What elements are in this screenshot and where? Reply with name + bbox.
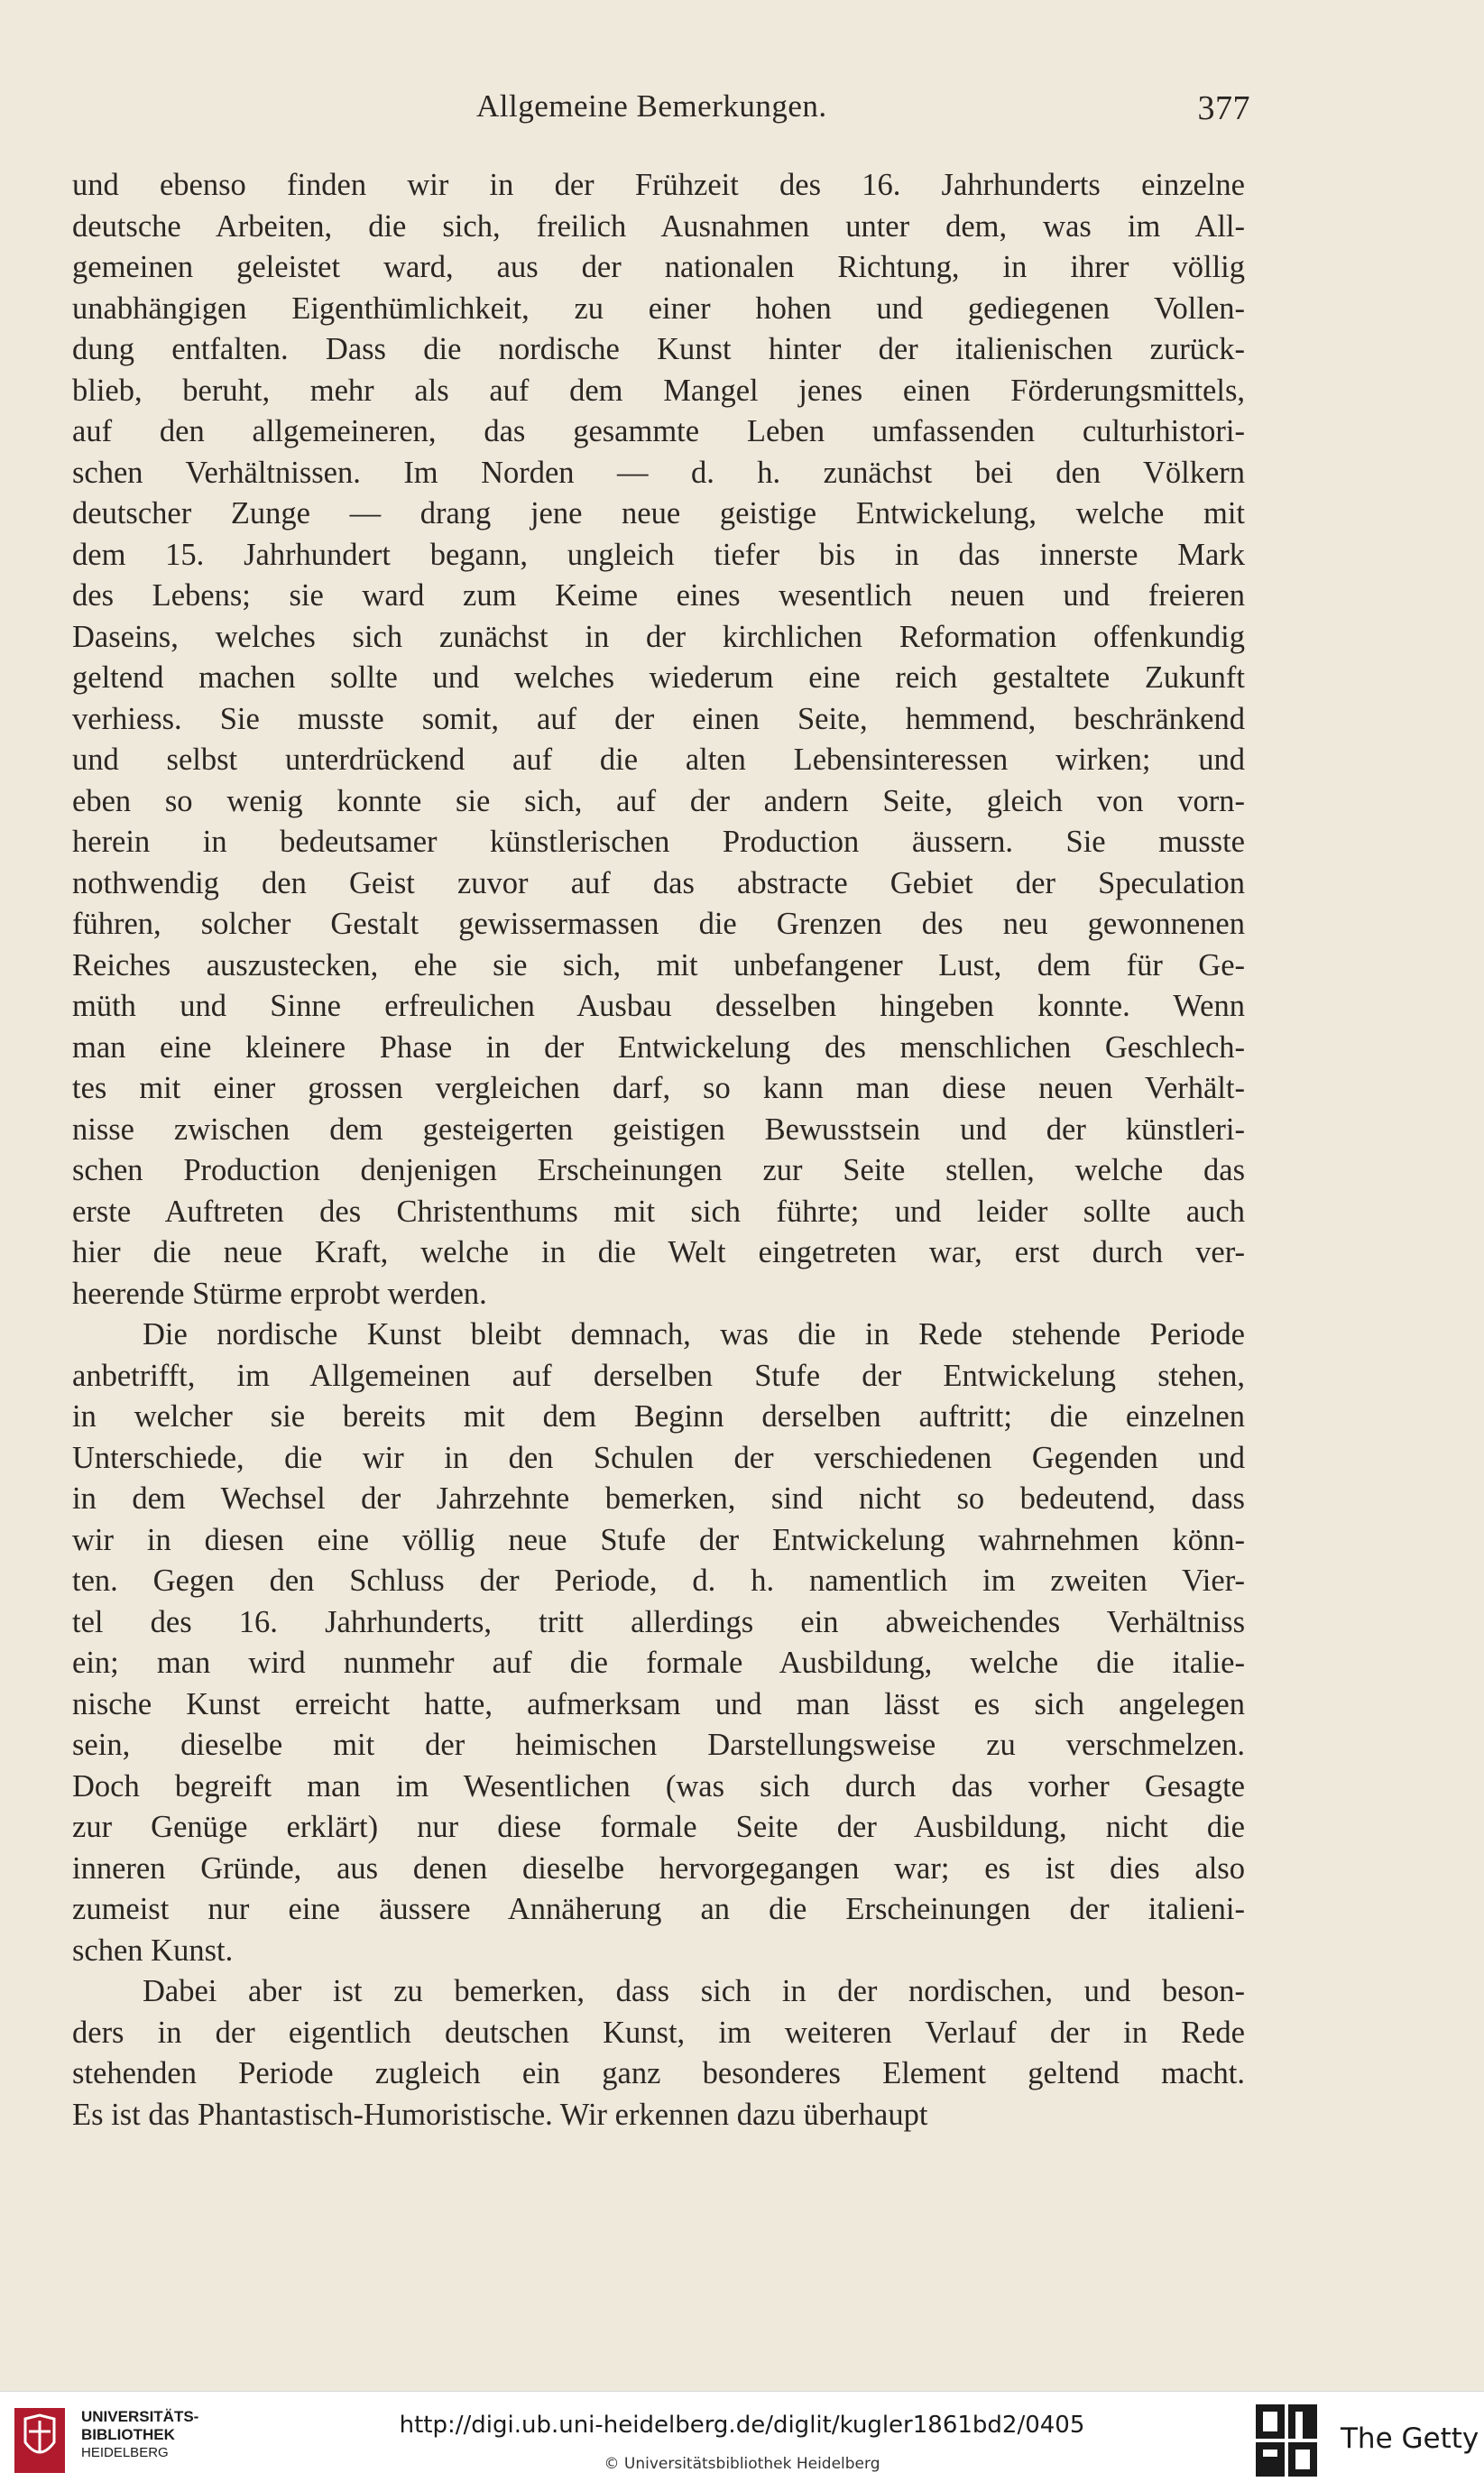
text-line: auf den allgemeineren, das gesammte Leben umfassenden culturhistori- <box>72 414 1245 448</box>
text-line: zur Genüge erklärt) nur diese formale Seite der Ausbildung, nicht die <box>72 1810 1245 1844</box>
text-line: Daseins, welches sich zunächst in der kirchlichen Reformation offenkundig <box>72 619 1245 654</box>
text-line: gemeinen geleistet ward, aus der nationalen Richtung, in ihrer völlig <box>72 250 1245 284</box>
text-line: ten. Gegen den Schluss der Periode, d. h. namentlich im zweiten Vier- <box>72 1564 1245 1598</box>
text-line: des Lebens; sie ward zum Keime eines wesentlich neuen und freieren <box>72 578 1245 613</box>
text-line: tel des 16. Jahrhunderts, tritt allerdings ein abweichendes Verhältniss <box>72 1604 1245 1639</box>
text-line: Dabei aber ist zu bemerken, dass sich in der nordischen, und beson- <box>143 1974 1245 2008</box>
text-line: Es ist das Phantastisch-Humoristische. Wir erkennen dazu überhaupt <box>72 2097 928 2132</box>
sponsor-name: The Getty <box>1341 2422 1479 2455</box>
text-line: inneren Gründe, aus denen dieselbe hervorgegangen war; es ist dies also <box>72 1850 1245 1886</box>
text-line: ein; man wird nunmehr auf die formale Ausbildung, welche die italie- <box>72 1646 1245 1680</box>
text-line: deutscher Zunge — drang jene neue geistige Entwickelung, welche mit <box>72 496 1245 530</box>
library-name-line-3: HEIDELBERG <box>81 2445 169 2460</box>
text-line: Unterschiede, die wir in den Schulen der verschiedenen Gegenden und <box>72 1440 1245 1475</box>
text-line: in welcher sie bereits mit dem Beginn derselben auftritt; die einzelnen <box>72 1399 1245 1434</box>
text-line: herein in bedeutsamer künstlerischen Production äussern. Sie musste <box>72 825 1245 859</box>
paragraph <box>72 1315 1245 1971</box>
text-line: nisse zwischen dem gesteigerten geistigen Bewusstsein und der künstleri- <box>72 1112 1245 1147</box>
text-line: wir in diesen eine völlig neue Stufe der Entwickelung wahrnehmen könn- <box>72 1522 1245 1557</box>
text-line: schen Production denjenigen Erscheinungen zur Seite stellen, welche das <box>72 1153 1245 1187</box>
paragraph <box>72 165 1245 1315</box>
text-line: und selbst unterdrückend auf die alten Lebensinteressen wirken; und <box>72 743 1245 777</box>
text-line: nische Kunst erreicht hatte, aufmerksam und man lässt es sich angelegen <box>72 1686 1245 1721</box>
text-line: blieb, beruht, mehr als auf dem Mangel jenes einen Förderungsmittels, <box>72 373 1245 408</box>
text-line: anbetrifft, im Allgemeinen auf derselben Stufe der Entwickelung stehen, <box>72 1358 1245 1393</box>
footer <box>0 2391 1484 2491</box>
permalink-url[interactable]: http://digi.ub.uni-heidelberg.de/diglit/kugler1861bd2/0405 <box>399 2412 1085 2439</box>
text-line: ders in der eigentlich deutschen Kunst, im weiteren Verlauf der in Rede <box>72 2015 1245 2050</box>
text-line: sein, dieselbe mit der heimischen Darstellungsweise zu verschmelzen. <box>72 1728 1245 1762</box>
text-line: dung entfalten. Dass die nordische Kunst hinter der italienischen zurück- <box>72 332 1245 366</box>
text-line: müth und Sinne erfreulichen Ausbau desselben hingeben konnte. Wenn <box>72 989 1245 1023</box>
text-line: zumeist nur eine äussere Annäherung an die Erscheinungen der italieni- <box>72 1892 1245 1926</box>
text-line: hier die neue Kraft, welche in die Welt eingetreten war, erst durch ver- <box>72 1235 1245 1269</box>
text-line: heerende Stürme erprobt werden. <box>72 1276 487 1311</box>
running-head-title: Allgemeine Bemerkungen. <box>476 88 827 124</box>
library-name-line-2: BIBLIOTHEK <box>81 2426 175 2443</box>
text-line: man eine kleinere Phase in der Entwickelung des menschlichen Geschlech- <box>72 1029 1245 1065</box>
text-line: Die nordische Kunst bleibt demnach, was die in Rede stehende Periode <box>143 1317 1245 1352</box>
getty-logo-icon <box>1254 2403 1319 2480</box>
text-line: eben so wenig konnte sie sich, auf der andern Seite, gleich von vorn- <box>72 783 1245 818</box>
text-line: führen, solcher Gestalt gewissermassen die Grenzen des neu gewonnenen <box>72 907 1245 941</box>
text-line: verhiess. Sie musste somit, auf der einen Seite, hemmend, beschränkend <box>72 701 1245 736</box>
text-line: tes mit einer grossen vergleichen darf, so kann man diese neuen Verhält- <box>72 1071 1245 1105</box>
text-line: Reiches auszustecken, ehe sie sich, mit unbefangener Lust, dem für Ge- <box>72 947 1245 983</box>
text-line: dem 15. Jahrhundert begann, ungleich tiefer bis in das innerste Mark <box>72 537 1245 572</box>
paragraph <box>72 1971 1245 2136</box>
text-line: schen Verhältnissen. Im Norden — d. h. zunächst bei den Völkern <box>72 455 1245 490</box>
text-line: Doch begreift man im Wesentlichen (was sich durch das vorher Gesagte <box>72 1768 1245 1804</box>
text-line: geltend machen sollte und welches wiederum eine reich gestaltete Zukunft <box>72 660 1245 695</box>
library-name-line-1: UNIVERSITÄTS- <box>81 2408 199 2425</box>
copyright-notice: © Universitätsbibliothek Heidelberg <box>604 2455 880 2473</box>
running-head <box>70 88 1250 134</box>
body-text <box>72 165 1245 2136</box>
text-line: in dem Wechsel der Jahrzehnte bemerken, sind nicht so bedeutend, dass <box>72 1481 1245 1516</box>
page-number: 377 <box>1197 89 1250 127</box>
text-line: unabhängigen Eigenthümlichkeit, zu einer hohen und gediegenen Vollen- <box>72 291 1245 326</box>
text-line: erste Auftreten des Christenthums mit sich führte; und leider sollte auch <box>72 1194 1245 1229</box>
text-line: und ebenso finden wir in der Frühzeit des 16. Jahrhunderts einzelne <box>72 168 1245 202</box>
text-line: schen Kunst. <box>72 1933 234 1968</box>
text-line: nothwendig den Geist zuvor auf das abstracte Gebiet der Speculation <box>72 865 1245 900</box>
text-line: deutsche Arbeiten, die sich, freilich Ausnahmen unter dem, was im All- <box>72 208 1245 244</box>
text-line: stehenden Periode zugleich ein ganz besonderes Element geltend macht. <box>72 2056 1245 2090</box>
